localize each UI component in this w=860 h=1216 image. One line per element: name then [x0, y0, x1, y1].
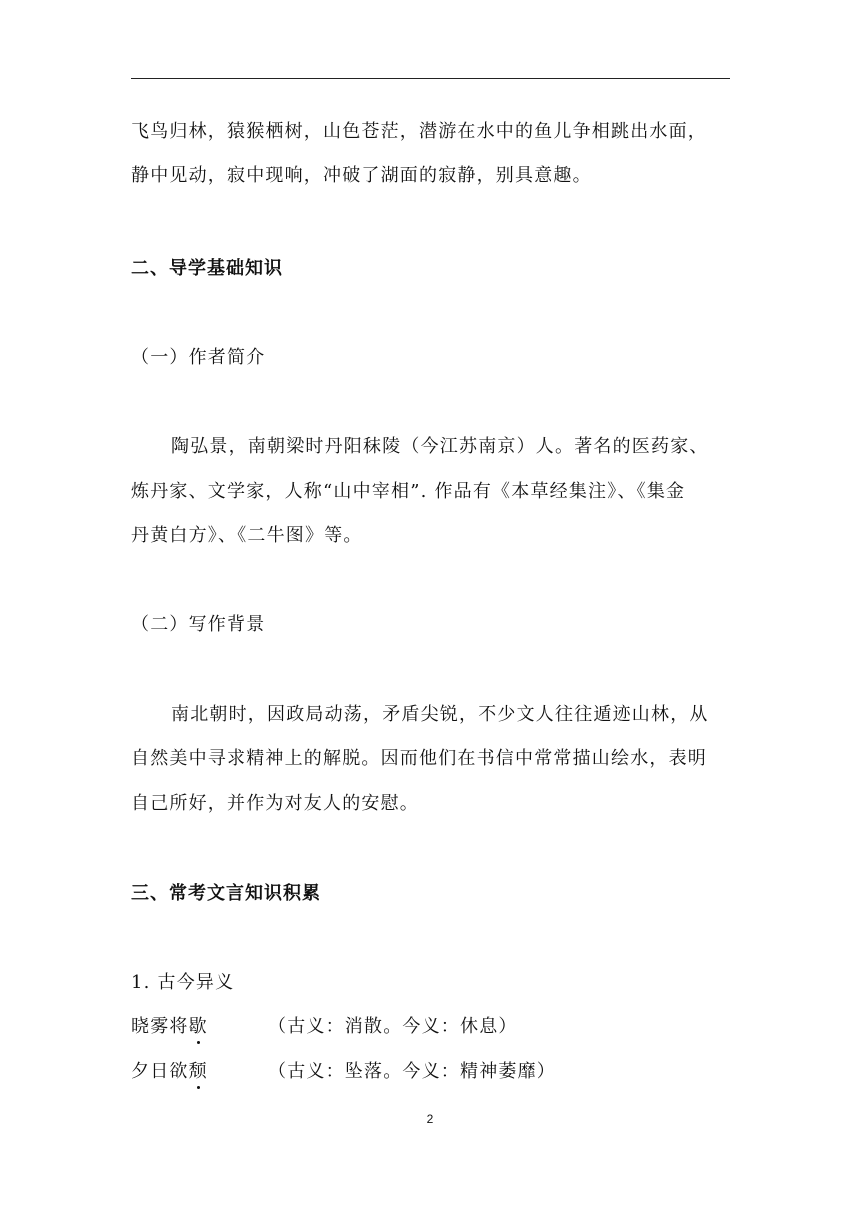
subsection-title-background: （二）写作背景 [131, 614, 266, 635]
author-line-2: 炼丹家、文学家，人称“山中宰相”. 作品有《本草经集注》、《集金 [131, 481, 686, 502]
section-heading-3: 三、常考文言知识积累 [131, 883, 321, 904]
vocab-phrase-text: 晓雾将 [131, 1016, 189, 1037]
page-number: 2 [426, 1112, 434, 1126]
intro-line-1: 飞鸟归林，猿猴栖树，山色苍茫，潜游在水中的鱼儿争相跳出水面， [131, 121, 707, 142]
vocab-phrase-text: 夕日欲 [131, 1061, 189, 1082]
vocab-entry-phrase [131, 1012, 208, 1038]
vocab-entry-gloss: （古义：消散。今义：休息） [268, 1016, 518, 1037]
background-line-1: 南北朝时，因政局动荡，矛盾尖锐，不少文人往往遁迹山林，从 [171, 704, 709, 725]
subsection-title-author: （一）作者简介 [131, 347, 266, 368]
intro-line-2: 静中见动，寂中现响，冲破了湖面的寂静，别具意趣。 [131, 165, 592, 186]
author-line-3: 丹黄白方》、《二牛图》等。 [131, 525, 363, 546]
vocab-entry-phrase [131, 1057, 208, 1083]
item-title-ancient-modern: 1. 古今异义 [131, 972, 235, 993]
background-line-3: 自己所好，并作为对友人的安慰。 [131, 793, 419, 814]
background-line-2: 自然美中寻求精神上的解脱。因而他们在书信中常常描山绘水，表明 [131, 748, 707, 769]
emphasis-dot-char: 颓 [188, 1061, 208, 1082]
emphasis-dot-char: 歇 [188, 1016, 208, 1037]
vocab-entry-gloss: （古义：坠落。今义：精神萎靡） [268, 1061, 556, 1082]
author-line-1: 陶弘景，南朝梁时丹阳秣陵（今江苏南京）人。著名的医药家、 [171, 436, 709, 457]
section-heading-2: 二、导学基础知识 [131, 258, 283, 279]
header-rule [131, 78, 730, 79]
